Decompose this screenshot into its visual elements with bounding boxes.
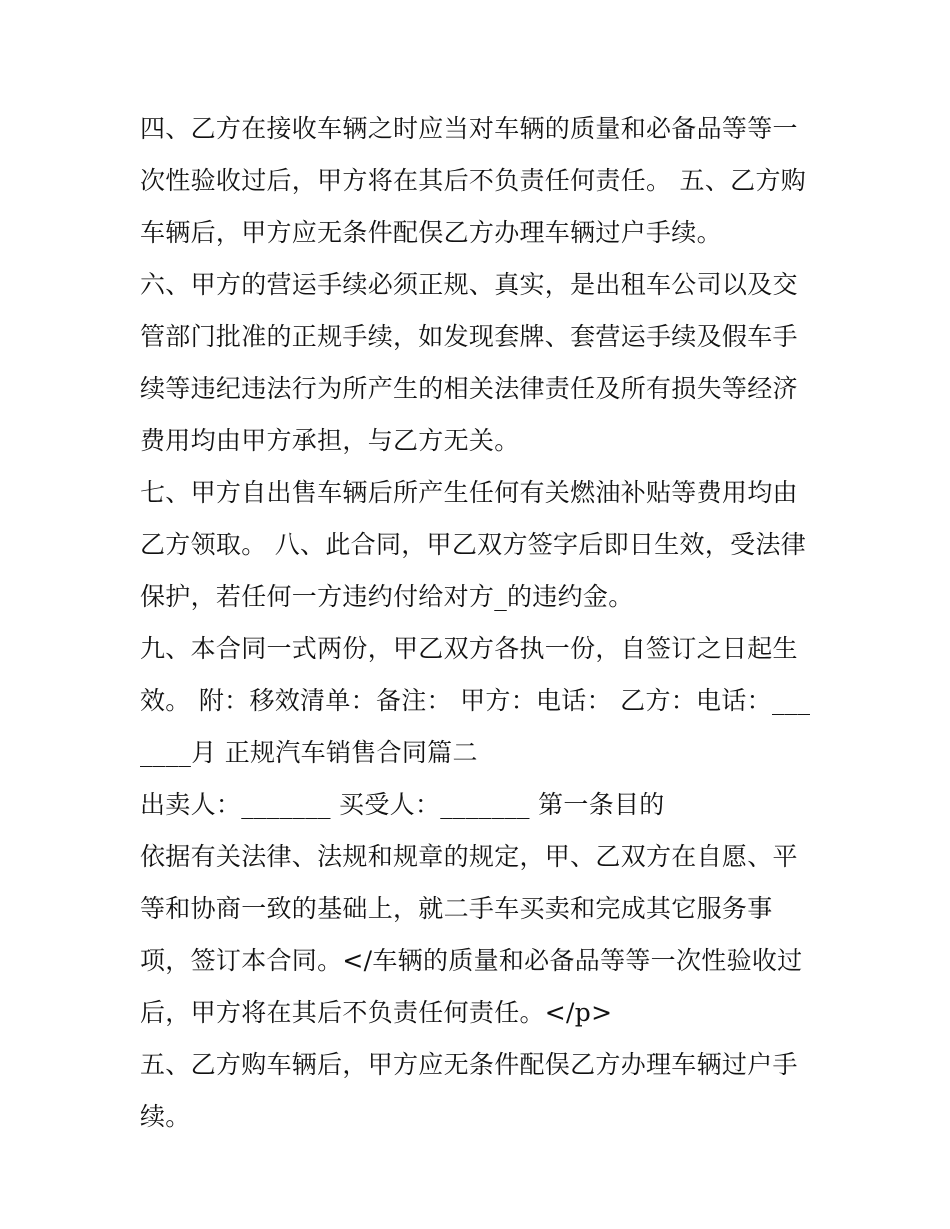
paragraph-clause-9: 九、本合同一式两份，甲乙双方各执一份，自签订之日起生效。 附：移效清单：备注： 甲方：电话： 乙方：电话：_______月 正规汽车销售合同篇二 — [140, 634, 811, 767]
document-body — [140, 103, 820, 1143]
paragraph-clause-4-5: 四、乙方在接收车辆之时应当对车辆的质量和必备品等等一次性验收过后，甲方将在其后不负责任何责任。 五、乙方购车辆后，甲方应无条件配俣乙方办理车辆过户手续。 — [140, 114, 807, 247]
paragraph-clause-6: 六、甲方的营运手续必须正规、真实，是出租车公司以及交管部门批准的正规手续，如发现套牌、套营运手续及假车手续等违纪违法行为所产生的相关法律责任及所有损失等经济费用均由甲方承担，与乙方无关。 — [140, 270, 798, 455]
paragraph-clause-5-repeat: 五、乙方购车辆后，甲方应无条件配俣乙方办理车辆过户手续。 — [140, 1050, 798, 1131]
paragraph-parties: 出卖人：_______ 买受人：_______ 第一条目的 — [140, 790, 665, 819]
paragraph-clause-7-8: 七、甲方自出售车辆后所产生任何有关燃油补贴等费用均由乙方领取。 八、此合同，甲乙双方签字后即日生效，受法律保护，若任何一方违约付给对方_的违约金。 — [140, 478, 807, 611]
paragraph-purpose: 依据有关法律、法规和规章的规定，甲、乙双方在自愿、平等和协商一致的基础上，就二手车买卖和完成其它服务事项，签订本合同。</车辆的质量和必备品等等一次性验收过后，甲方将在其后不负责任何责任。</p> — [140, 842, 803, 1027]
